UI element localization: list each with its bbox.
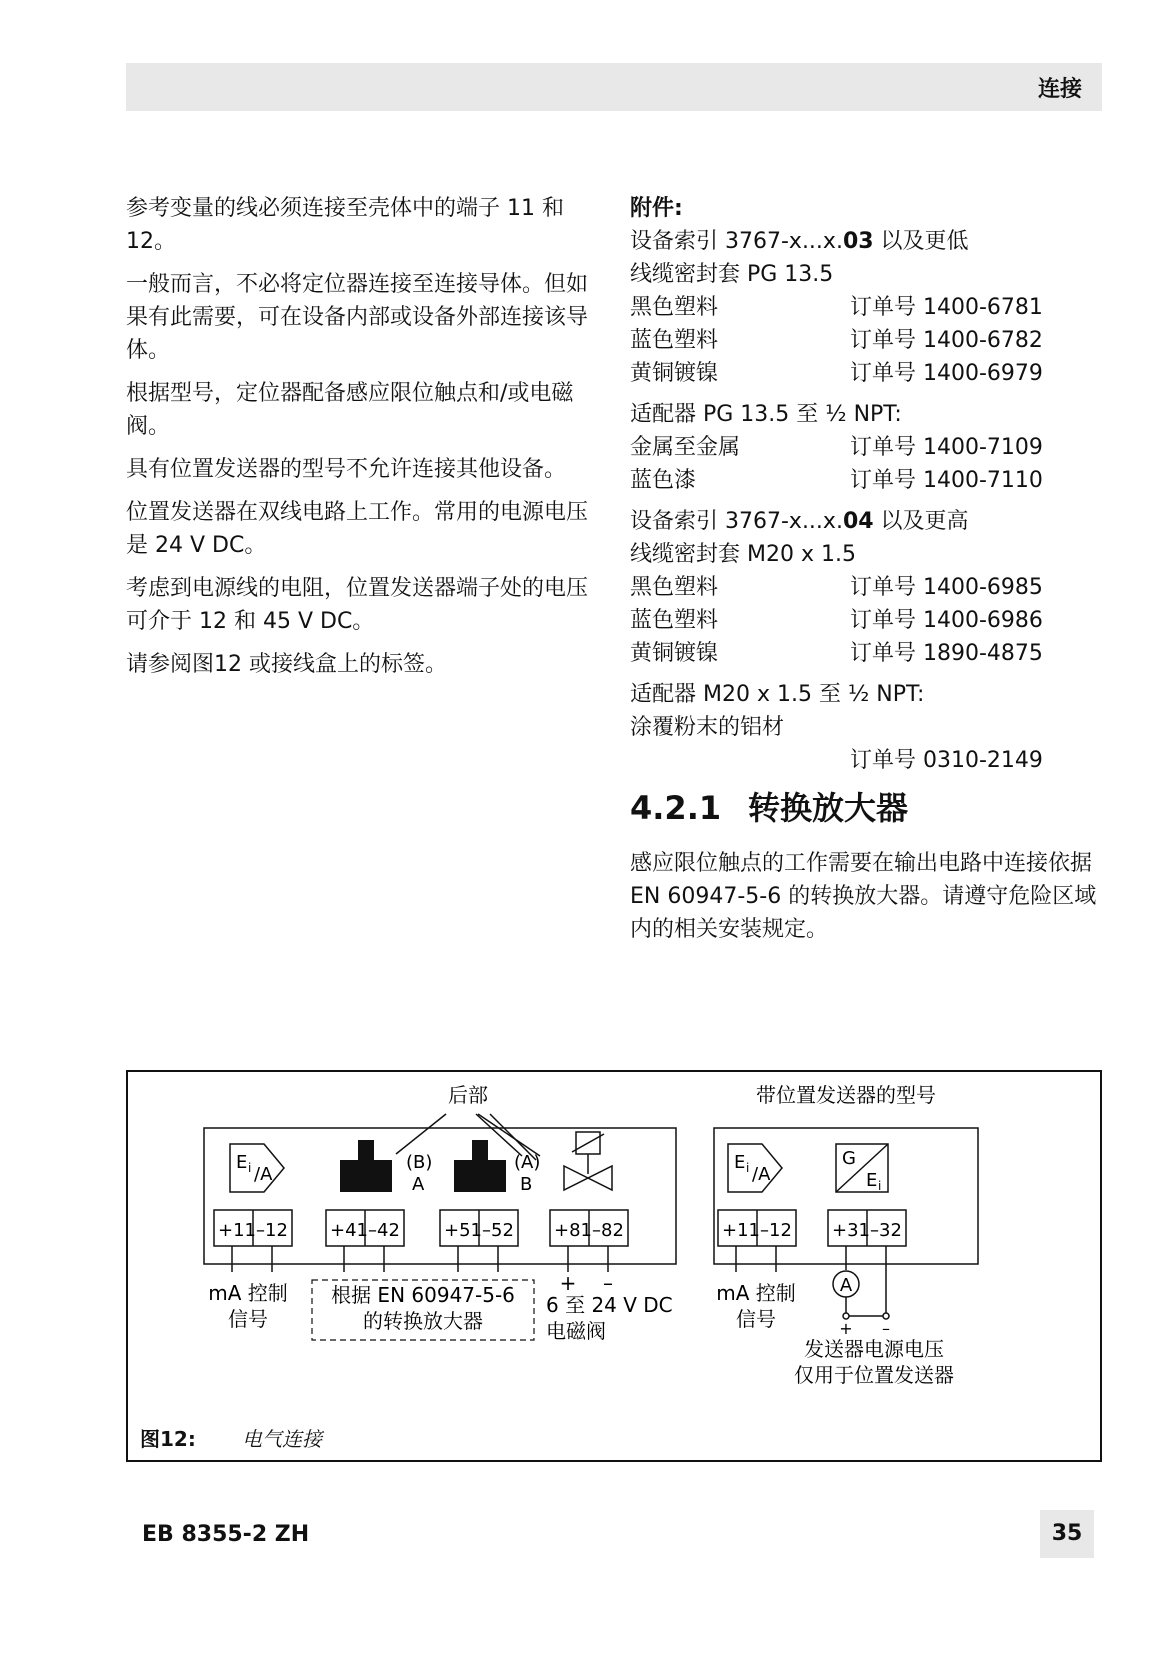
svg-text:i: i [746, 1161, 750, 1175]
tx-supply-label: 发送器电源电压 [804, 1337, 944, 1361]
svg-text:/A: /A [752, 1164, 771, 1185]
ma-control-label: mA 控制 [716, 1281, 796, 1305]
order-item: 黄铜镀镍 [630, 361, 719, 386]
terminal-block [214, 1210, 292, 1246]
position-transmitter-icon [836, 1144, 888, 1193]
section-number: 4.2.1 [630, 789, 722, 827]
ma-control-label: mA 控制 [208, 1281, 288, 1305]
index-prefix: 设备索引 3767-x...x. [630, 229, 843, 254]
order-item: 金属至金属 [630, 435, 741, 460]
solenoid-valve-icon [564, 1132, 612, 1190]
ammeter-label: A [839, 1275, 853, 1296]
order-row [630, 324, 1100, 357]
adapter-material: 涂覆粉末的铝材 [630, 715, 785, 740]
amplifier-label: 的转换放大器 [363, 1309, 483, 1333]
svg-text:(A): (A) [514, 1152, 541, 1173]
section-title: 转换放大器 [748, 789, 909, 827]
page-number: 35 [1040, 1510, 1094, 1558]
order-number: 订单号 0310-2149 [850, 748, 1043, 773]
order-item: 蓝色塑料 [630, 608, 719, 633]
polarity-minus: – [603, 1271, 613, 1295]
svg-text:E: E [734, 1152, 746, 1173]
svg-text:+81: +81 [554, 1220, 592, 1241]
svg-text:/A: /A [254, 1164, 273, 1185]
index-number: 03 [842, 229, 874, 254]
order-number: 订单号 1400-7110 [850, 468, 1043, 493]
paragraph: 根据型号，定位器配备感应限位触点和/或电磁阀。 [126, 381, 574, 439]
amplifier-label: 根据 EN 60947-5-6 [331, 1283, 515, 1307]
svg-text:E: E [236, 1152, 248, 1173]
cable-gland: 线缆密封套 M20 x 1.5 [630, 542, 856, 567]
label-rear: 后部 [448, 1083, 488, 1107]
svg-text:(B): (B) [406, 1152, 433, 1173]
svg-text:i: i [248, 1161, 252, 1175]
order-item: 黄铜镀镍 [630, 641, 719, 666]
caption-label: 图12: [140, 1427, 196, 1451]
device-index-low [630, 225, 1100, 258]
order-row [630, 571, 1100, 604]
paragraph: 具有位置发送器的型号不允许连接其他设备。 [126, 457, 567, 482]
svg-text:G: G [842, 1148, 856, 1169]
terminal-block [326, 1210, 404, 1246]
figure-caption [140, 1423, 322, 1452]
ma-control-label: 信号 [736, 1307, 776, 1331]
figure-electrical-connection [126, 1070, 1102, 1462]
paragraph: 一般而言，不必将定位器连接至连接导体。但如果有此需要，可在设备内部或设备外部连接该导体。 [126, 272, 589, 363]
page-section-title: 连接 [1037, 77, 1082, 102]
svg-text:–12: –12 [760, 1220, 792, 1241]
index-prefix: 设备索引 3767-x...x. [630, 509, 843, 534]
order-number: 订单号 1400-7109 [850, 435, 1043, 460]
adapter-heading: 适配器 PG 13.5 至 ½ NPT: [630, 402, 902, 427]
terminal-block [550, 1210, 628, 1246]
adapter-heading: 适配器 M20 x 1.5 至 ½ NPT: [630, 682, 925, 707]
order-row [630, 357, 1100, 390]
svg-text:–12: –12 [256, 1220, 288, 1241]
section-heading [630, 787, 1100, 829]
paragraph: 考虑到电源线的电阻，位置发送器端子处的电压可介于 12 和 45 V DC。 [126, 576, 589, 634]
order-row [630, 464, 1100, 497]
tx-supply-label: 仅用于位置发送器 [794, 1363, 954, 1387]
order-item: 黑色塑料 [630, 295, 719, 320]
order-number: 订单号 1400-6781 [850, 295, 1043, 320]
index-suffix: 以及更低 [873, 229, 969, 254]
terminal-block [440, 1210, 518, 1246]
paragraph: 位置发送器在双线电路上工作。常用的电源电压是 24 V DC。 [126, 500, 589, 558]
svg-text:+11: +11 [722, 1220, 760, 1241]
svg-text:–32: –32 [870, 1220, 902, 1241]
solenoid-voltage: 6 至 24 V DC [546, 1293, 673, 1317]
svg-text:B: B [520, 1174, 533, 1195]
index-number: 04 [842, 509, 874, 534]
svg-text:–52: –52 [482, 1220, 514, 1241]
svg-text:+11: +11 [218, 1220, 256, 1241]
section-body: 感应限位触点的工作需要在输出电路中连接依据 EN 60947-5-6 的转换放大器。请遵守危险区域内的相关安装规定。 [630, 851, 1097, 942]
order-row [630, 744, 1100, 777]
terminal-block [718, 1210, 796, 1246]
order-row [630, 604, 1100, 637]
order-item: 蓝色塑料 [630, 328, 719, 353]
polarity-plus: + [839, 1319, 853, 1338]
document-number: EB 8355-2 ZH [142, 1522, 310, 1547]
solenoid-label: 电磁阀 [546, 1319, 606, 1343]
accessories-heading: 附件: [630, 196, 683, 221]
inductive-switch-icon [340, 1140, 432, 1195]
device-index-high [630, 505, 1100, 538]
order-number: 订单号 1400-6782 [850, 328, 1043, 353]
right-column [630, 192, 1100, 946]
svg-text:i: i [878, 1179, 882, 1193]
order-row [630, 291, 1100, 324]
label-transmitter-model: 带位置发送器的型号 [756, 1083, 936, 1107]
svg-text:A: A [412, 1174, 425, 1195]
index-suffix: 以及更高 [873, 509, 969, 534]
order-number: 订单号 1400-6986 [850, 608, 1043, 633]
svg-text:–42: –42 [368, 1220, 400, 1241]
polarity-minus: – [882, 1319, 890, 1338]
converter-icon [230, 1144, 284, 1192]
order-item: 蓝色漆 [630, 468, 697, 493]
cable-gland: 线缆密封套 PG 13.5 [630, 262, 834, 287]
ma-control-label: 信号 [228, 1307, 268, 1331]
svg-text:E: E [866, 1170, 878, 1191]
svg-text:+41: +41 [330, 1220, 368, 1241]
order-row [630, 637, 1100, 670]
terminal-block [828, 1210, 906, 1246]
order-number: 订单号 1400-6979 [850, 361, 1043, 386]
order-number: 订单号 1890-4875 [850, 641, 1043, 666]
polarity-plus: + [559, 1271, 577, 1295]
paragraph: 参考变量的线必须连接至壳体中的端子 11 和 12。 [126, 196, 564, 254]
caption-text: 电气连接 [242, 1427, 322, 1451]
order-number: 订单号 1400-6985 [850, 575, 1043, 600]
paragraph: 请参阅图12 或接线盒上的标签。 [126, 652, 447, 677]
left-column [126, 192, 596, 691]
svg-text:+31: +31 [832, 1220, 870, 1241]
svg-text:–82: –82 [592, 1220, 624, 1241]
svg-text:+51: +51 [444, 1220, 482, 1241]
converter-icon [728, 1144, 782, 1192]
header-bar [126, 63, 1102, 111]
wiring-diagram [128, 1072, 1100, 1460]
order-row [630, 431, 1100, 464]
order-item: 黑色塑料 [630, 575, 719, 600]
